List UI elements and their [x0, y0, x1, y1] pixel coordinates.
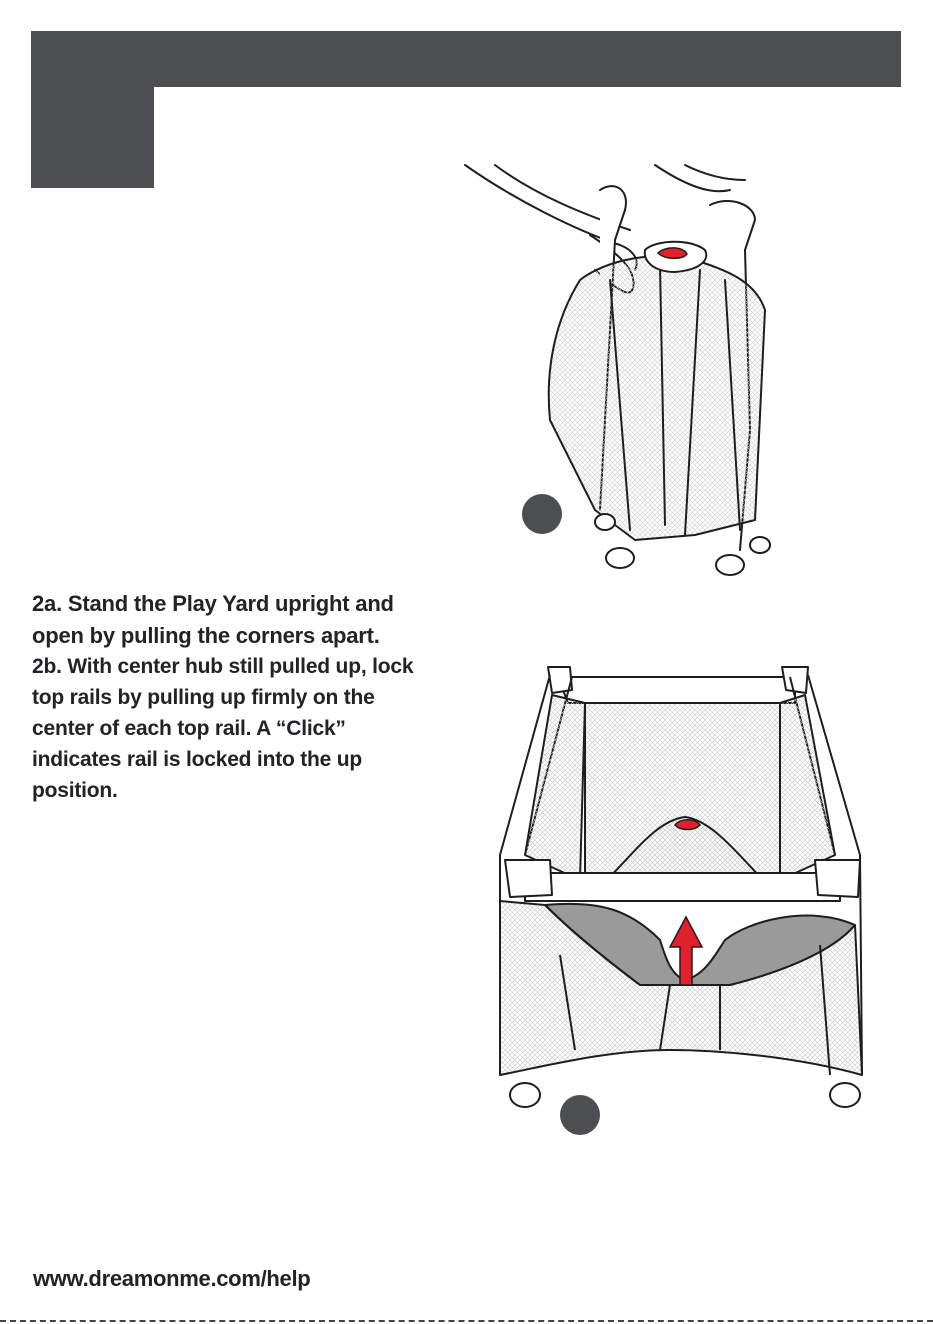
figure-2-marker [560, 1095, 600, 1135]
step-2a-text: 2a. Stand the Play Yard upright and open by pulling the corners apart. [32, 591, 394, 648]
instructions-text [32, 588, 422, 806]
figure-1-marker [522, 494, 562, 534]
play-yard-rail-lock-illustration [490, 655, 875, 1140]
header-bar [31, 31, 901, 87]
footer-url[interactable]: www.dreamonme.com/help [33, 1266, 311, 1291]
step-number-tab [31, 87, 154, 188]
step-2b-text: 2b. With center hub still pulled up, lock top rails by pulling up firmly on the center of each top rail. A “Click” indicates rail is locked into the up position. [32, 655, 414, 802]
play-yard-opening-illustration [455, 160, 785, 585]
bottom-divider [0, 1320, 933, 1322]
